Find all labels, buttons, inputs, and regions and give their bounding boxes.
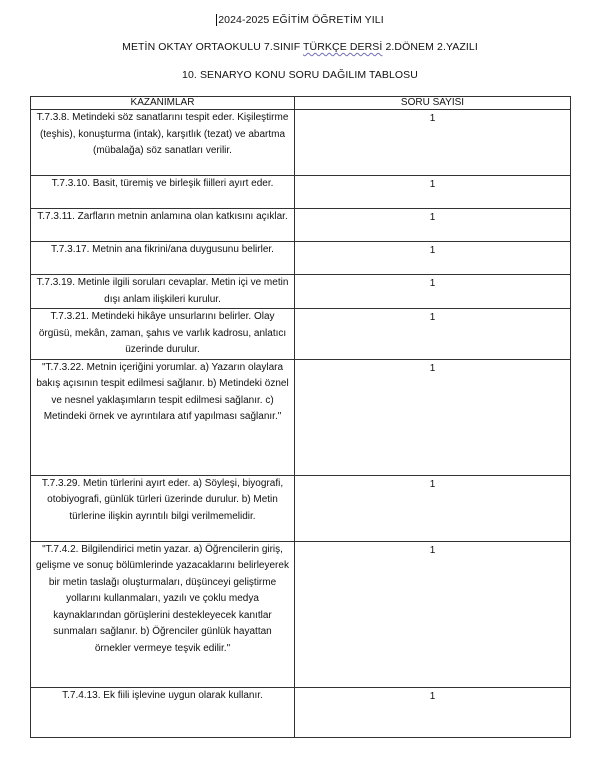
table-row (31, 475, 571, 541)
kazanim-cell: "T.7.4.2. Bilgilendirici metin yazar. a) Öğrencilerin giriş, gelişme ve sonuç bölümlerinde yazacaklarını belirleyerek bir metin taslağı oluşturmaları, düşünceyi geliştirme yollarını kullanmaları, yazılı ve çoklu medya kaynaklarından görüşlerini destekleyecek kanıtlar sunmaları sağlanır. b) Öğrenciler günlük hayattan örnekler vermeye teşvik edilir." (31, 541, 295, 687)
soru-sayisi-cell: 1 (295, 110, 571, 176)
table-row (31, 242, 571, 275)
kazanim-cell: T.7.4.13. Ek fiili işlevine uygun olarak kullanır. (31, 687, 295, 737)
kazanim-cell: T.7.3.8. Metindeki söz sanatlarını tespit eder. Kişileştirme (teşhis), konuşturma (intak), karşıtlık (tezat) ve abartma (mübalağa) söz sanatları verilir. (31, 110, 295, 176)
soru-sayisi-cell: 1 (295, 275, 571, 309)
header-soru-sayisi: SORU SAYISI (295, 97, 571, 110)
table-row (31, 541, 571, 687)
table-row (31, 275, 571, 309)
kazanim-cell: T.7.3.21. Metindeki hikâye unsurlarını belirler. Olay örgüsü, mekân, zaman, şahıs ve varlık kadrosu, anlatıcı üzerinde durulur. (31, 309, 295, 360)
distribution-table (30, 96, 571, 738)
kazanim-cell: T.7.3.29. Metin türlerini ayırt eder. a) Söyleşi, biyografi, otobiyografi, günlük türleri üzerinde durulur. b) Metin türlerine ilişkin ayrıntılı bilgi verilmemelidir. (31, 475, 295, 541)
soru-sayisi-cell: 1 (295, 309, 571, 360)
kazanim-cell: T.7.3.10. Basit, türemiş ve birleşik fiilleri ayırt eder. (31, 176, 295, 209)
soru-sayisi-cell: 1 (295, 359, 571, 475)
soru-sayisi-cell: 1 (295, 475, 571, 541)
soru-sayisi-cell: 1 (295, 541, 571, 687)
spellcheck-underlined-text: TÜRKÇE DERSİ (303, 41, 383, 53)
header-kazanimlar: KAZANIMLAR (31, 97, 295, 110)
table-row (31, 176, 571, 209)
kazanim-cell: T.7.3.11. Zarfların metnin anlamına olan katkısını açıklar. (31, 209, 295, 242)
kazanim-cell: "T.7.3.22. Metnin içeriğini yorumlar. a) Yazarın olaylara bakış açısının tespit edilmesi sağlanır. b) Metindeki öznel ve nesnel yaklaşımların tespit edilmesi sağlanır. c) Metindeki örnek ve ayrıntılara atıf yapılması sağlanır." (31, 359, 295, 475)
school-year-title: 2024-2025 EĞİTİM ÖĞRETİM YILI (218, 14, 384, 26)
table-row (31, 309, 571, 360)
table-row (31, 359, 571, 475)
soru-sayisi-cell: 1 (295, 242, 571, 275)
soru-sayisi-cell: 1 (295, 209, 571, 242)
soru-sayisi-cell: 1 (295, 687, 571, 737)
table-row (31, 209, 571, 242)
table-header-row (31, 97, 571, 110)
table-row (31, 687, 571, 737)
table-row (31, 110, 571, 176)
soru-sayisi-cell: 1 (295, 176, 571, 209)
kazanim-cell: T.7.3.19. Metinle ilgili soruları cevaplar. Metin içi ve metin dışı anlam ilişkileri kurulur. (31, 275, 295, 309)
exam-title: METİN OKTAY ORTAOKULU 7.SINIF TÜRKÇE DERSİ 2.DÖNEM 2.YAZILI (122, 41, 478, 53)
table-title: 10. SENARYO KONU SORU DAĞILIM TABLOSU (182, 69, 418, 81)
kazanim-cell: T.7.3.17. Metnin ana fikrini/ana duygusunu belirler. (31, 242, 295, 275)
